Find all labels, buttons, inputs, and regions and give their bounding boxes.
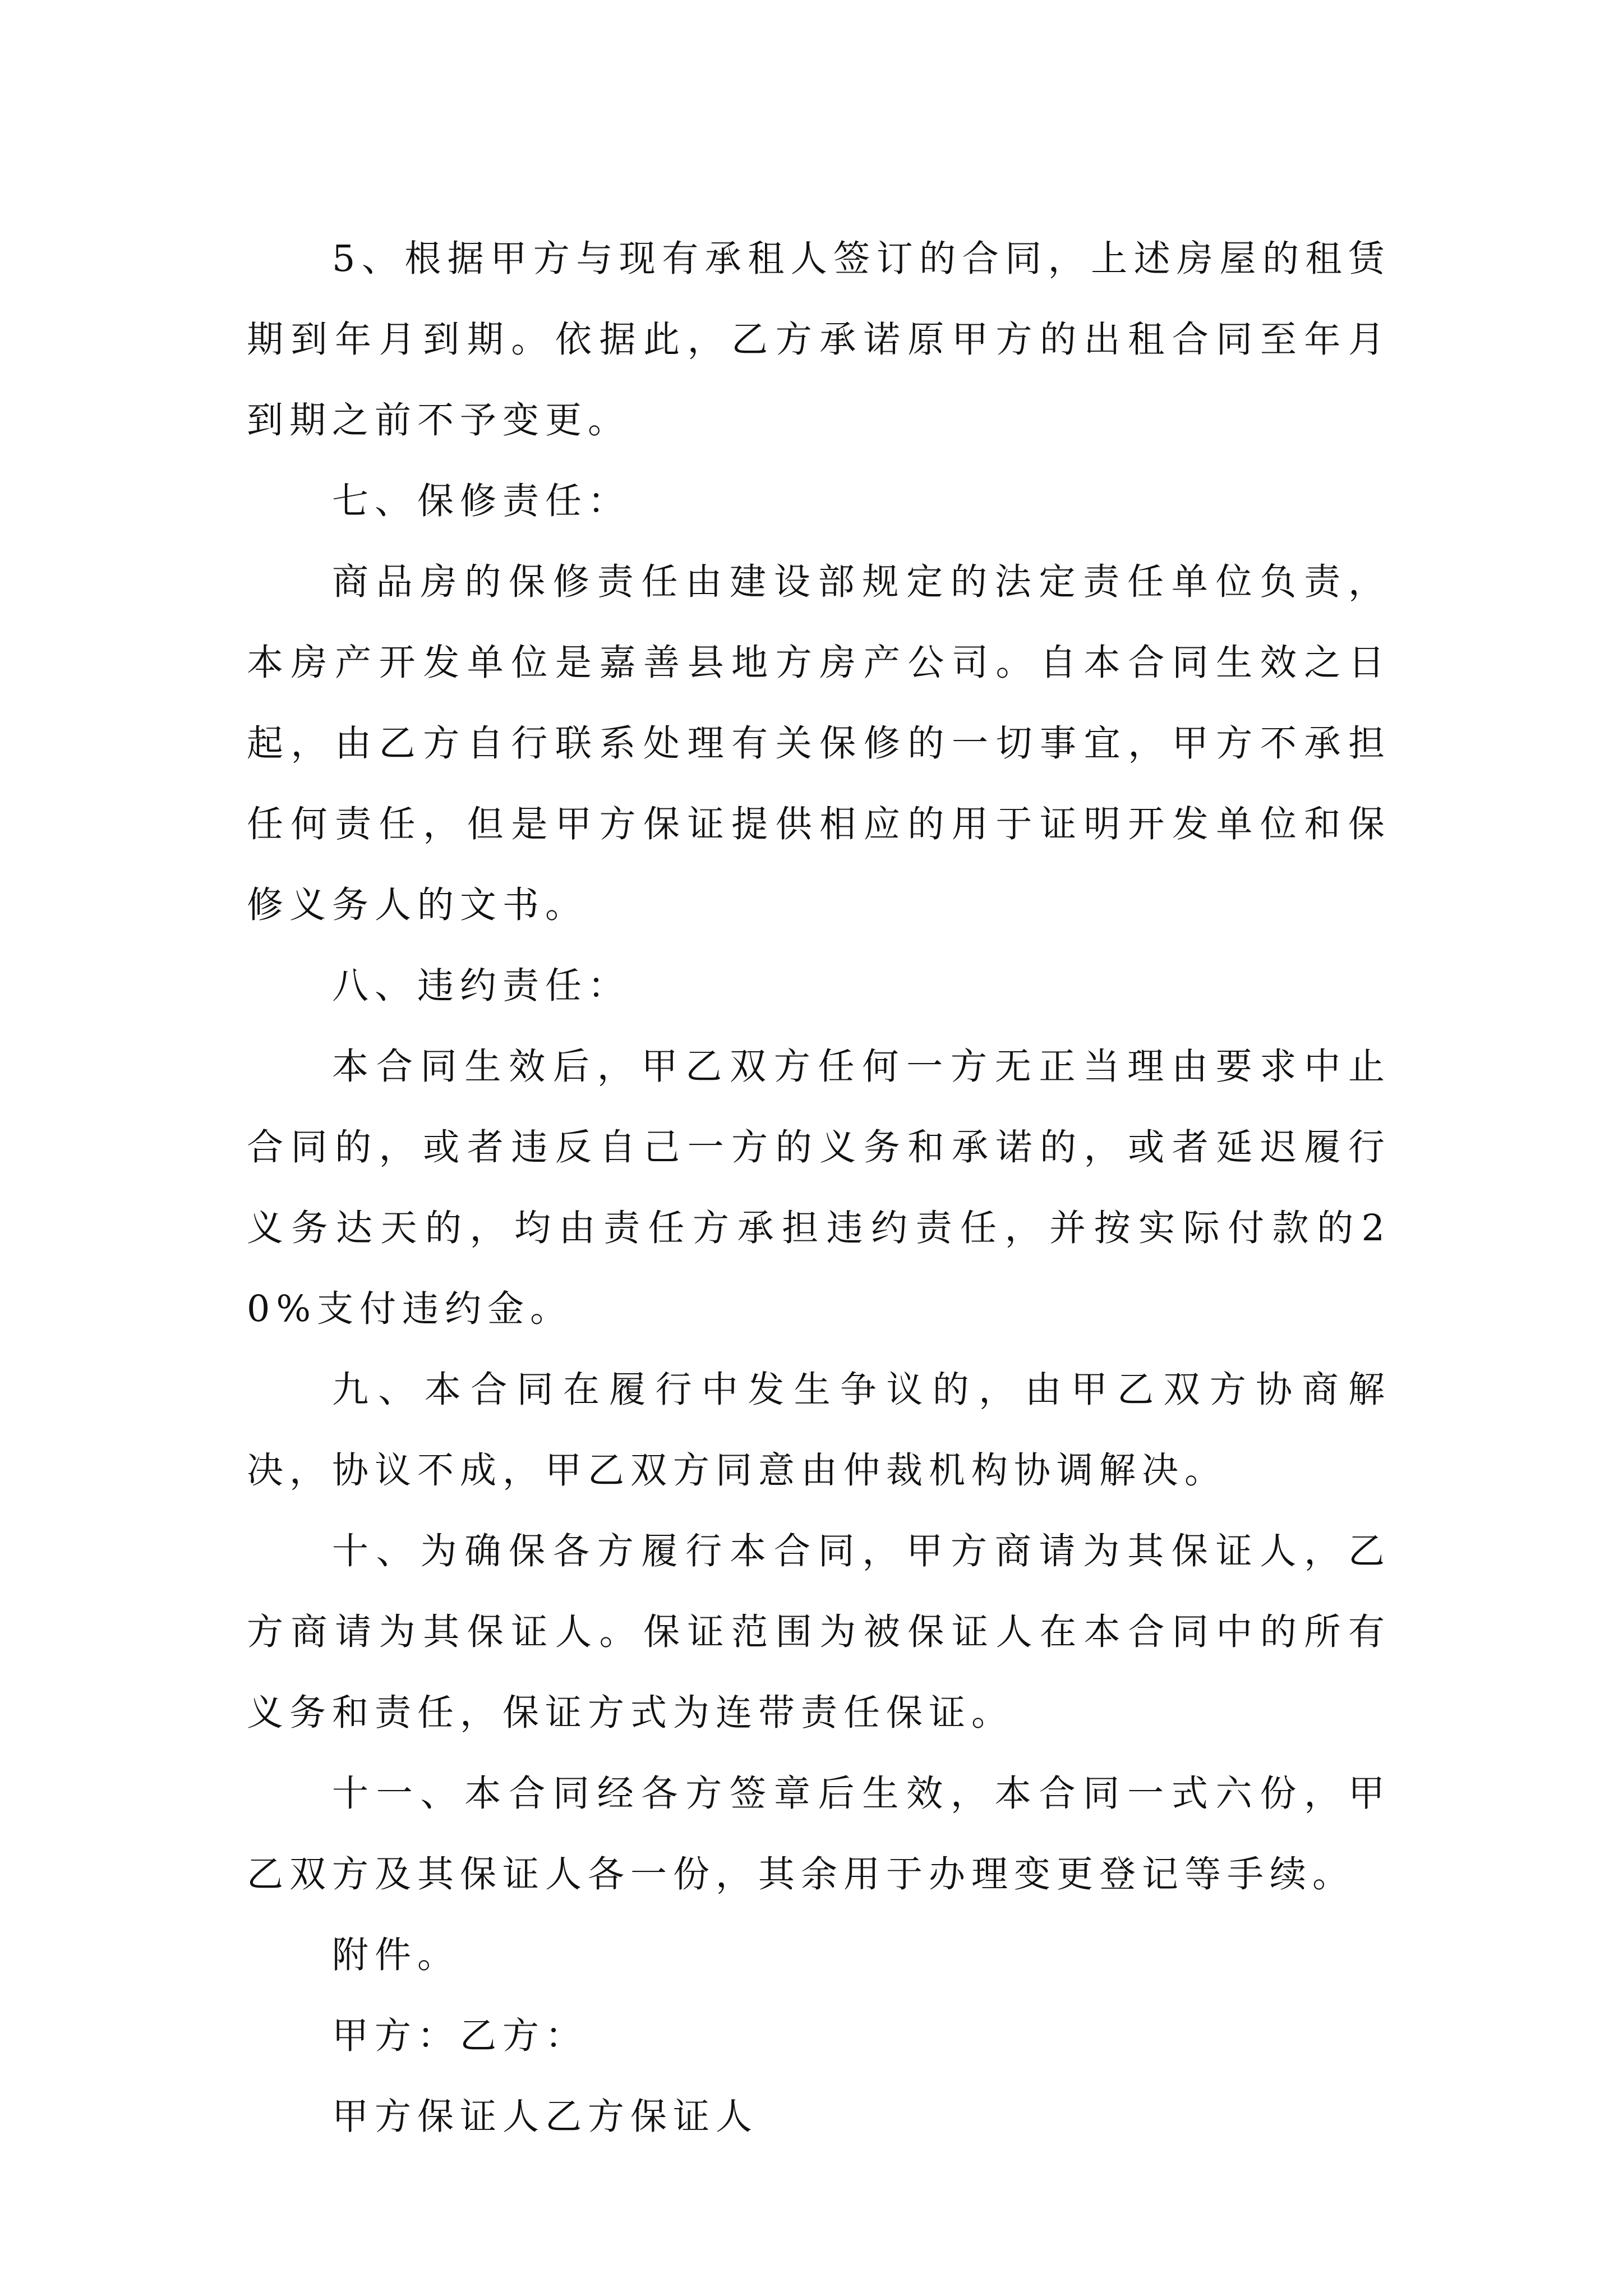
paragraph-warranty: 商品房的保修责任由建设部规定的法定责任单位负责，本房产开发单位是嘉善县地方房产公司。自本合同生效之日起，由乙方自行联系处理有关保修的一切事宜，甲方不承担任何责任，但是甲方保证提供相应的用于证明开发单位和保修义务人的文书。 xyxy=(247,561,1391,926)
heading-breach: 八、违约责任： xyxy=(332,965,631,1007)
paragraph-lease-term: 5、根据甲方与现有承租人签订的合同，上述房屋的租赁期到年月到期。依据此，乙方承诺原甲方的出租合同至年月到期之前不予变更。 xyxy=(247,238,1391,441)
paragraph-effect: 十一、本合同经各方签章后生效，本合同一式六份，甲乙双方及其保证人各一份，其余用于办理变更登记等手续。 xyxy=(247,1773,1391,1895)
paragraph-breach: 本合同生效后，甲乙双方任何一方无正当理由要求中止合同的，或者违反自己一方的义务和承诺的，或者延迟履行义务达天的，均由责任方承担违约责任，并按实际付款的20%支付违约金。 xyxy=(247,1046,1391,1330)
signature-parties: 甲方：乙方： xyxy=(332,2015,588,2057)
paragraph-dispute: 九、本合同在履行中发生争议的，由甲乙双方协商解决，协议不成，甲乙双方同意由仲裁机构协调解决。 xyxy=(247,1369,1391,1492)
signature-guarantors: 甲方保证人乙方保证人 xyxy=(332,2096,759,2138)
attachment-label: 附件。 xyxy=(332,1934,460,1976)
paragraph-guarantor: 十、为确保各方履行本合同，甲方商请为其保证人，乙方商请为其保证人。保证范围为被保证人在本合同中的所有义务和责任，保证方式为连带责任保证。 xyxy=(247,1530,1391,1734)
heading-warranty: 七、保修责任： xyxy=(332,480,631,522)
document-body xyxy=(247,219,1391,2157)
